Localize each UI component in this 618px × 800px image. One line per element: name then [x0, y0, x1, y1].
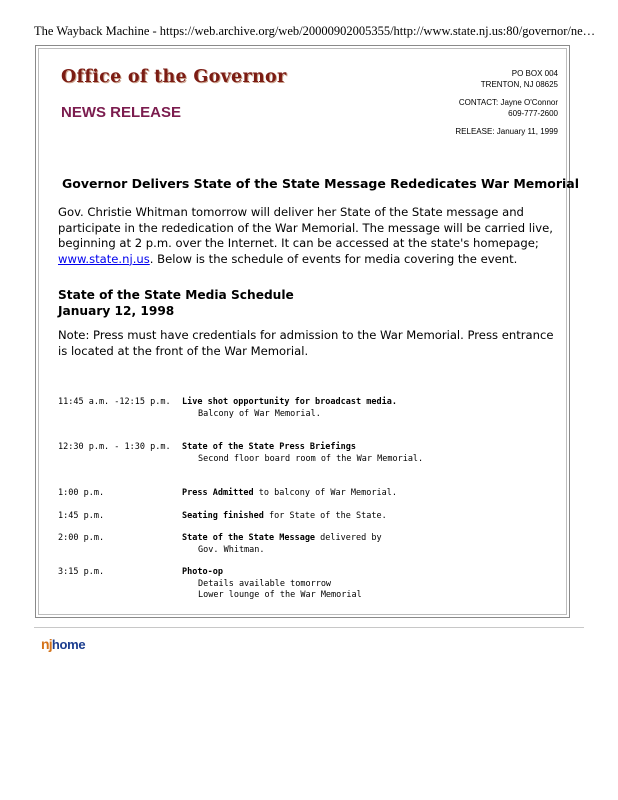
schedule-time: 1:00 p.m. [58, 488, 105, 498]
schedule-time: 1:45 p.m. [58, 511, 105, 521]
schedule-event [182, 533, 382, 556]
nj-home-link[interactable] [41, 636, 85, 653]
event-rest: delivered by [315, 533, 382, 543]
office-of-the-governor-title: Office of the Governor [61, 67, 287, 87]
footer-divider [34, 627, 584, 628]
contact-phone: 609-777-2600 [508, 108, 558, 118]
press-note: Note: Press must have credentials for admission to the War Memorial. Press entrance is located at the front of the War Memorial. [58, 328, 554, 358]
state-homepage-link[interactable]: www.state.nj.us [58, 251, 150, 266]
event-detail: Details available tomorrow [198, 578, 332, 589]
event-title: Seating finished [182, 511, 264, 521]
schedule-time: 3:15 p.m. [58, 567, 105, 577]
schedule-time: 2:00 p.m. [58, 533, 105, 543]
event-detail: Balcony of War Memorial. [198, 408, 321, 419]
po-box: PO BOX 004 [511, 69, 558, 78]
contact-name: CONTACT: Jayne O'Connor [458, 98, 558, 107]
contact-block [455, 69, 558, 138]
schedule-time: 11:45 a.m. -12:15 p.m. [58, 397, 171, 407]
event-title: State of the State Press Briefings [182, 442, 356, 452]
home-label: home [51, 637, 86, 652]
event-title: Live shot opportunity for broadcast media. [182, 397, 397, 407]
city-zip: TRENTON, NJ 08625 [480, 79, 558, 89]
event-detail: Second floor board room of the War Memorial. [198, 453, 424, 464]
schedule-event [182, 442, 423, 465]
schedule-time: 12:30 p.m. - 1:30 p.m. [58, 442, 171, 452]
schedule-event [182, 567, 362, 602]
nj-logo-mark: nj [41, 636, 52, 652]
news-release-label: NEWS RELEASE [61, 104, 182, 121]
schedule-date: January 12, 1998 [58, 304, 175, 318]
schedule-event [182, 488, 397, 500]
release-date: RELEASE: January 11, 1999 [455, 127, 558, 136]
event-title: State of the State Message [182, 533, 316, 543]
lede-text-end: . Below is the schedule of events for media covering the event. [149, 251, 518, 266]
schedule-event [182, 511, 387, 523]
schedule-title: State of the State Media Schedule [58, 288, 294, 302]
page-header-title: The Wayback Machine - https://web.archive.org/web/20000902005355/http://www.state.nj.us:80/governor/ne… [34, 24, 596, 38]
event-title: Photo-op [182, 567, 223, 577]
lede-text-start: Gov. Christie Whitman tomorrow will deliver her State of the State message and participate in the rededication of the War Memorial. The message will be carried live, beginning at 2 p.m. over the Internet. It can be accessed at the state's homepage; [58, 205, 553, 250]
event-title: Press Admitted [182, 488, 254, 498]
event-detail: Gov. Whitman. [198, 544, 265, 555]
article-lede [58, 205, 558, 267]
event-rest: to balcony of War Memorial. [253, 488, 397, 498]
article-headline: Governor Delivers State of the State Message Rededicates War Memorial [62, 176, 580, 191]
event-rest: for State of the State. [263, 511, 387, 521]
schedule-event [182, 397, 397, 420]
schedule-heading [58, 287, 294, 319]
event-detail: Lower lounge of the War Memorial [198, 590, 362, 600]
